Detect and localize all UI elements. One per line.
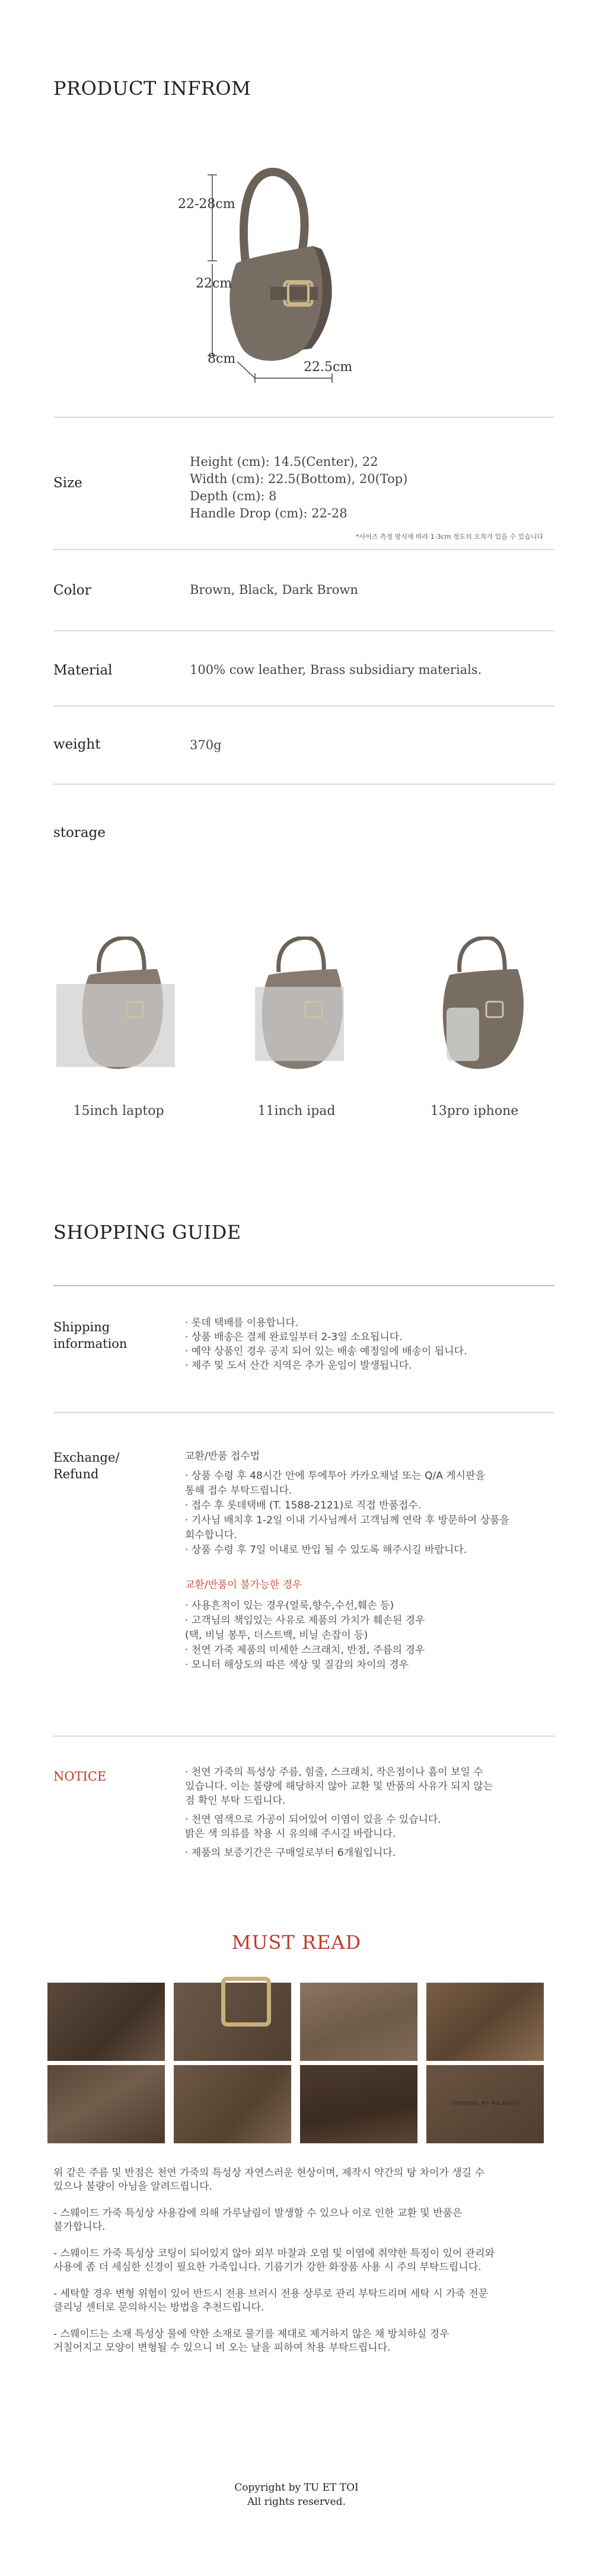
text-line: 위 같은 주름 및 반점은 천연 가죽의 특성상 자연스러운 현상이며, 제작시 약간의 탕 차이가 생길 수 bbox=[53, 2167, 484, 2179]
divider bbox=[53, 784, 554, 785]
text-line: (택, 비닐 봉투, 더스트백, 비닐 손잡이 등) bbox=[185, 1629, 368, 1641]
storage-label: storage bbox=[53, 825, 106, 840]
storage-iphone-image bbox=[418, 937, 537, 1073]
text-line: · 기사님 배치후 1-2일 이내 기사님께서 고객님께 연락 후 방문하여 상품을 bbox=[185, 1514, 510, 1526]
text-line: - 세탁할 경우 변형 위험이 있어 반드시 전용 브러시 전용 상루로 관리 부탁드리며 세탁 시 가죽 전문 bbox=[53, 2288, 489, 2300]
footer bbox=[0, 2481, 593, 2509]
notice-text bbox=[185, 1765, 493, 1860]
divider bbox=[53, 630, 554, 631]
text-line: · 상품 수령 후 7일 이내로 반입 될 수 있도록 해주시길 바랍니다. bbox=[185, 1544, 467, 1556]
leather-detail-photo bbox=[47, 1983, 165, 2061]
weight-value: 370g bbox=[190, 738, 222, 752]
text-line: · 천연 염색으로 가공이 되어있어 이염이 있을 수 있습니다. bbox=[185, 1814, 441, 1826]
divider bbox=[53, 705, 554, 707]
size-note: *사이즈 측정 방식에 따라 1-3cm 정도의 오차가 있을 수 있습니다 bbox=[356, 533, 544, 541]
text-line: · 제주 및 도서 산간 지역은 추가 운임이 발생됩니다. bbox=[185, 1360, 412, 1372]
text-line: · 천연 가죽의 특성상 주름, 힘줄, 스크래치, 작은점이나 흠이 보일 수 bbox=[185, 1766, 483, 1778]
notice-label: NOTICE bbox=[53, 1769, 107, 1784]
copyright-line: Copyright by TU ET TOI bbox=[234, 2482, 359, 2494]
color-label: Color bbox=[53, 583, 91, 598]
divider bbox=[53, 1736, 554, 1737]
storage-caption: 11inch ipad bbox=[257, 1104, 336, 1118]
storage-ipad-image bbox=[237, 937, 356, 1073]
text-line: 회수합니다. bbox=[185, 1529, 237, 1541]
must-read-heading: MUST READ bbox=[231, 1931, 362, 1954]
shipping-text bbox=[185, 1316, 467, 1373]
dim-height-label: 22cm bbox=[196, 276, 232, 291]
text-line: · 롯데 택배를 이용합니다. bbox=[185, 1317, 299, 1329]
text-line: - 스웨이드 가죽 특성상 사용감에 의해 가루날림이 발생할 수 있으나 이로 인한 교환 및 반품은 bbox=[53, 2207, 463, 2219]
text-line: 클리닝 센터로 문의하시는 방법을 추천드립니다. bbox=[53, 2302, 264, 2313]
material-value: 100% cow leather, Brass subsidiary materials. bbox=[190, 663, 482, 677]
text-line: 있습니다. 이는 불량에 해당하지 않아 교환 및 반품의 사유가 되지 않는 bbox=[185, 1781, 493, 1792]
text-line: · 모니터 해상도의 따른 색상 및 질감의 차이의 경우 bbox=[185, 1659, 409, 1671]
shipping-label-line: information bbox=[53, 1337, 127, 1351]
size-line: Width (cm): 22.5(Bottom), 20(Top) bbox=[190, 472, 408, 486]
text-line: 있으나 불량이 아님을 알려드립니다. bbox=[53, 2181, 212, 2193]
product-info-heading: PRODUCT INFROM bbox=[53, 77, 251, 100]
size-line: Handle Drop (cm): 22-28 bbox=[190, 506, 347, 520]
text-line: · 상품 수령 후 48시간 안에 투에투아 카카오채널 또는 Q/A 게시판을 bbox=[185, 1470, 485, 1482]
leather-detail-photo bbox=[47, 2065, 165, 2143]
stamp-text: CONVERSE BY BULKAYOI bbox=[450, 2101, 520, 2106]
must-read-text bbox=[53, 2166, 551, 2355]
divider bbox=[53, 1412, 554, 1413]
text-line: · 예약 상품인 경우 공지 되어 있는 배송 예정일에 배송이 됩니다. bbox=[185, 1345, 467, 1357]
leather-stamp-photo bbox=[426, 2065, 544, 2143]
color-value: Brown, Black, Dark Brown bbox=[190, 583, 358, 597]
material-label: Material bbox=[53, 663, 113, 678]
exchange-label-line: Exchange/ bbox=[53, 1450, 120, 1465]
bag-dimension-illustration bbox=[166, 160, 415, 385]
storage-laptop-image bbox=[56, 937, 181, 1073]
shipping-label bbox=[53, 1319, 127, 1352]
exchange-text bbox=[185, 1449, 509, 1673]
divider bbox=[53, 549, 554, 550]
divider bbox=[53, 1285, 554, 1286]
leather-detail-photo bbox=[174, 1983, 291, 2061]
text-line: · 고객님의 책임있는 사유로 제품의 가치가 훼손된 경우 bbox=[185, 1615, 425, 1626]
text-line: 교환/반품 접수법 bbox=[185, 1450, 260, 1462]
text-line: · 천연 가죽 제품의 미세한 스크래치, 반점, 주름의 경우 bbox=[185, 1644, 425, 1656]
text-line: 밝은 색 의류를 착용 시 유의해 주시길 바랍니다. bbox=[185, 1828, 396, 1840]
size-label: Size bbox=[53, 475, 82, 491]
dim-depth-label: 8cm bbox=[208, 351, 236, 366]
text-line: 거칠어지고 모양이 변형될 수 있으니 비 오는 날을 피하여 착용 부탁드립니다. bbox=[53, 2342, 391, 2354]
text-line: · 사용흔적이 있는 경우(얼룩,향수,수선,훼손 등) bbox=[185, 1600, 394, 1612]
size-line: Height (cm): 14.5(Center), 22 bbox=[190, 455, 378, 469]
text-line: 사용에 좀 더 세심한 신경이 필요한 가죽입니다. 기름기가 강한 화장품 사용 시 주의 부탁드립니다. bbox=[53, 2261, 482, 2273]
exchange-label bbox=[53, 1449, 119, 1482]
size-values bbox=[190, 453, 407, 522]
text-line: - 스웨이드 가죽 특성상 코팅이 되어있지 않아 외부 마찰과 오염 및 이염에 취약한 특징이 있어 관리와 bbox=[53, 2248, 495, 2259]
leather-detail-photo bbox=[300, 1983, 417, 2061]
shopping-guide-heading: SHOPPING GUIDE bbox=[53, 1221, 241, 1244]
text-line: · 제품의 보증기간은 구매일로부터 6개월입니다. bbox=[185, 1847, 396, 1859]
weight-label: weight bbox=[53, 737, 101, 752]
text-line: 통해 접수 부탁드립니다. bbox=[185, 1485, 292, 1497]
leather-detail-photo bbox=[300, 2065, 417, 2143]
text-line: · 상품 배송은 결제 완료일부터 2-3일 소요됩니다. bbox=[185, 1331, 403, 1343]
text-line: · 접수 후 롯데택배 (T. 1588-2121)로 직접 반품접수. bbox=[185, 1500, 422, 1511]
leather-detail-photo bbox=[426, 1983, 544, 2061]
rights-line: All rights reserved. bbox=[247, 2496, 346, 2508]
not-allowed-heading: 교환/반품이 불가능한 경우 bbox=[185, 1579, 302, 1591]
shipping-label-line: Shipping bbox=[53, 1320, 110, 1334]
dim-width-label: 22.5cm bbox=[304, 360, 353, 375]
divider bbox=[53, 417, 554, 418]
dim-handle-label: 22-28cm bbox=[178, 197, 235, 212]
leather-detail-photo bbox=[174, 2065, 291, 2143]
exchange-label-line: Refund bbox=[53, 1467, 99, 1481]
text-line: 불가합니다. bbox=[53, 2221, 106, 2233]
text-line: - 스웨이드는 소재 특성상 물에 약한 소재로 물기를 제대로 제거하지 않은 채 방치하실 경우 bbox=[53, 2328, 449, 2340]
text-line: 점 확인 부탁 드립니다. bbox=[185, 1795, 286, 1807]
size-line: Depth (cm): 8 bbox=[190, 489, 277, 503]
storage-caption: 13pro iphone bbox=[430, 1104, 519, 1118]
storage-caption: 15inch laptop bbox=[73, 1104, 164, 1118]
